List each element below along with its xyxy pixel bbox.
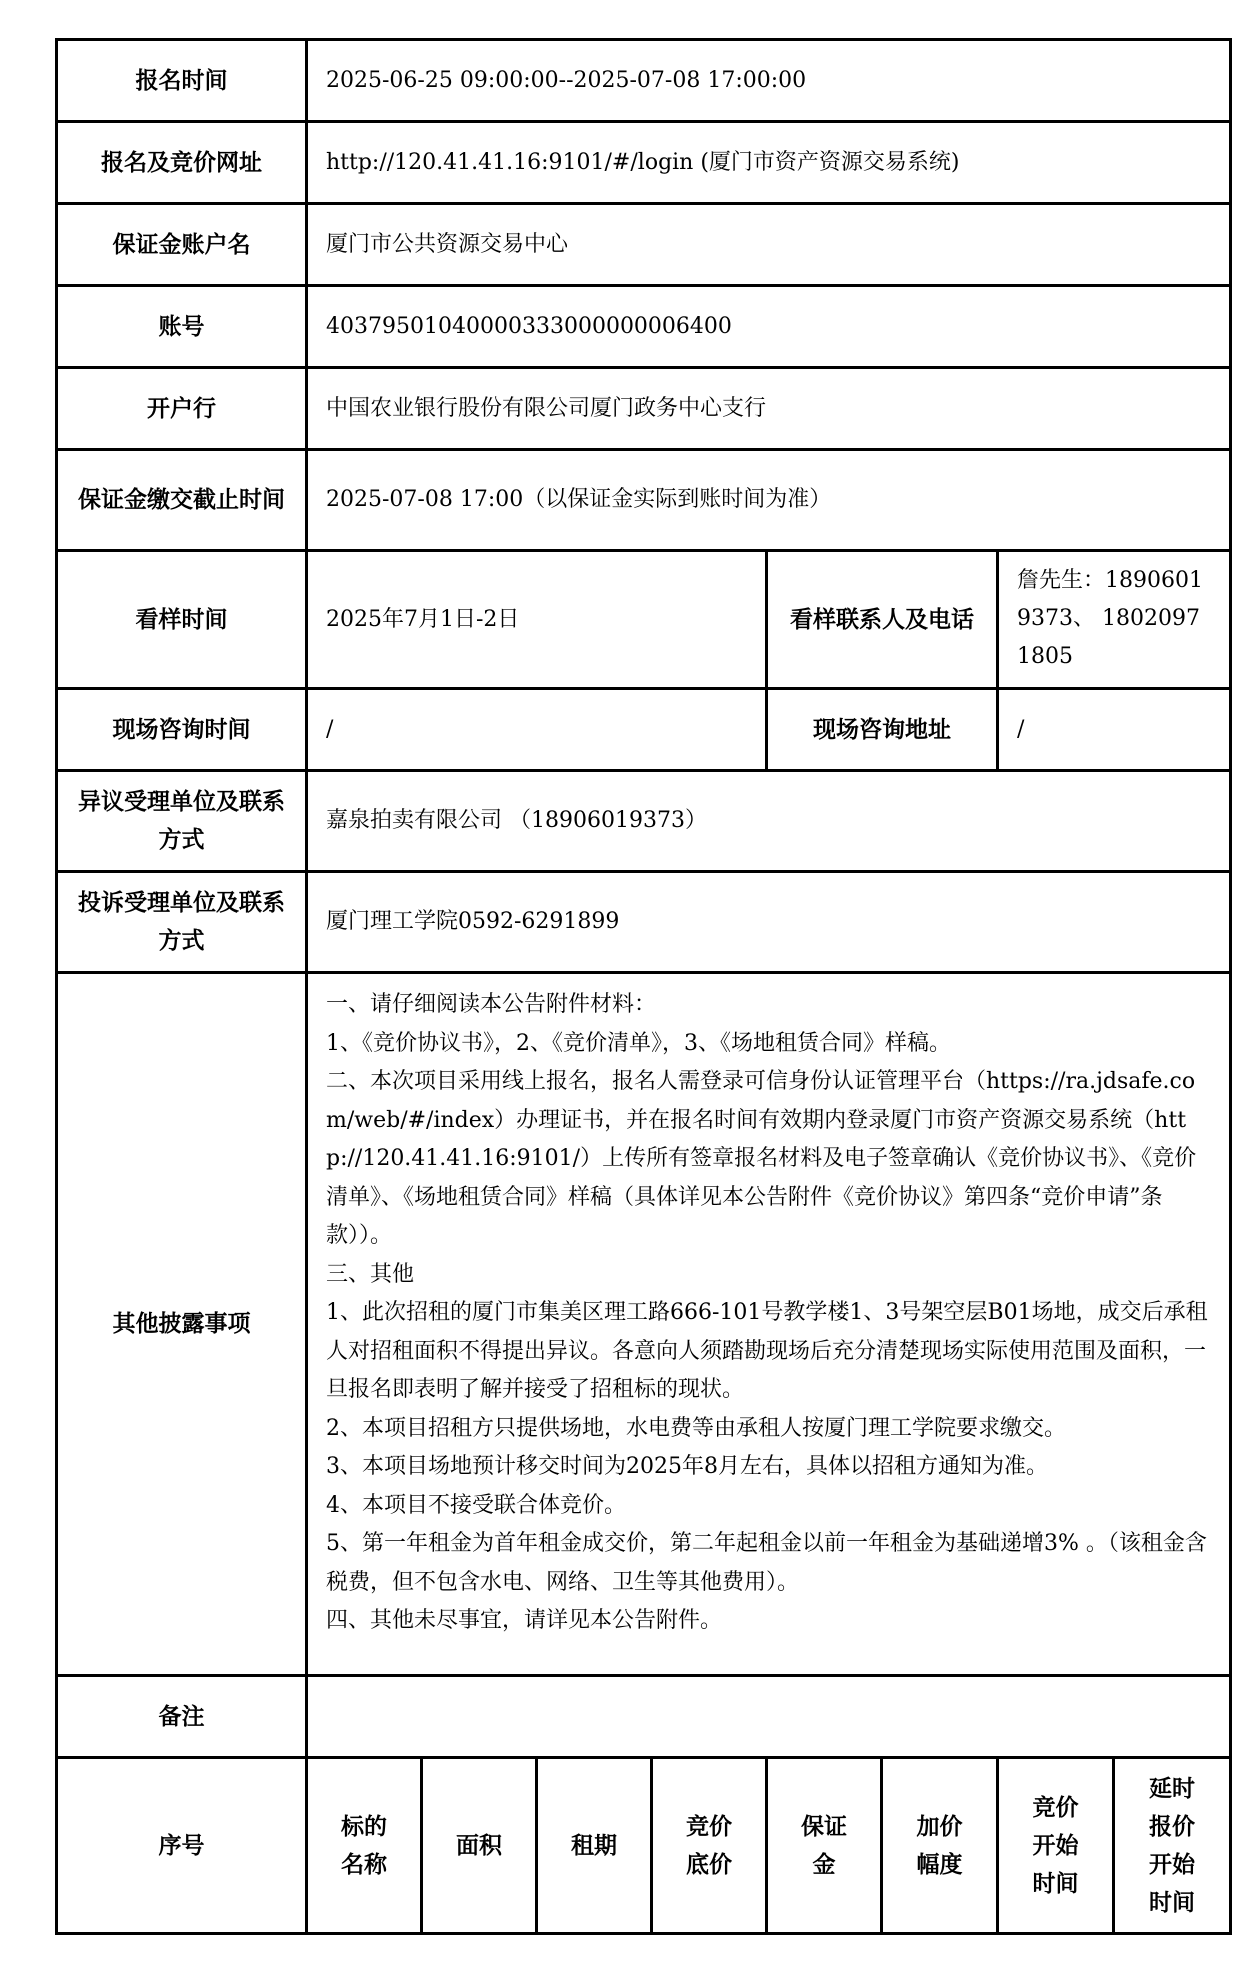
notes-line: 1、此次招租的厦门市集美区理工路666-101号教学楼1、3号架空层B01场地，成交后承租人对招租面积不得提出异议。各意向人须踏勘现场后充分清楚现场实际使用范围及面积，一旦报名即表明了解并接受了招租标的现状。 (326, 1300, 1208, 1402)
row-deposit-account-name (57, 204, 1231, 286)
viewing-time-value: 2025年7月1日-2日 (307, 551, 767, 689)
notes-line: 4、本项目不接受联合体竞价。 (326, 1492, 626, 1518)
other-disclosures-content (307, 973, 1231, 1676)
objection-label: 异议受理单位及联系方式 (57, 771, 307, 872)
deposit-account-name-label: 保证金账户名 (57, 204, 307, 286)
notes-line: 2、本项目招租方只提供场地，水电费等由承租人按厦门理工学院要求缴交。 (326, 1415, 1066, 1441)
row-deposit-deadline (57, 450, 1231, 551)
consult-address-label: 现场咨询地址 (767, 689, 998, 771)
complaint-label: 投诉受理单位及联系方式 (57, 872, 307, 973)
col-header: 加价幅度 (882, 1758, 998, 1934)
complaint-value: 厦门理工学院0592-6291899 (307, 872, 1231, 973)
signup-url-value: http://120.41.41.16:9101/#/login (厦门市资产资源交易系统) (307, 122, 1231, 204)
notes-line: 1、《竞价协议书》，2、《竞价清单》，3、《场地租赁合同》样稿。 (326, 1030, 951, 1056)
bank-label: 开户行 (57, 368, 307, 450)
signup-time-value: 2025-06-25 09:00:00--2025-07-08 17:00:00 (307, 40, 1231, 122)
col-header: 租期 (537, 1758, 652, 1934)
row-remarks (57, 1676, 1231, 1758)
row-bank (57, 368, 1231, 450)
account-no-label: 账号 (57, 286, 307, 368)
col-header: 保证金 (767, 1758, 882, 1934)
row-account-no (57, 286, 1231, 368)
notes-line: 二、本次项目采用线上报名，报名人需登录可信身份认证管理平台（https://ra.jdsafe.com/web/#/index）办理证书，并在报名时间有效期内登录厦门市资产资源交易系统（http://120.41.41.16:9101/）上传所有签章报名材料及电子签章确认《竞价协议书》、《竞价清单》、《场地租赁合同》样稿（具体详见本公告附件《竞价协议》第四条“竞价申请”条款））。 (326, 1069, 1197, 1248)
remarks-value (307, 1676, 1231, 1758)
notes-line: 三、其他 (326, 1261, 415, 1287)
deposit-deadline-value: 2025-07-08 17:00（以保证金实际到账时间为准） (307, 450, 1231, 551)
col-header: 面积 (422, 1758, 537, 1934)
remarks-label: 备注 (57, 1676, 307, 1758)
consult-time-label: 现场咨询时间 (57, 689, 307, 771)
bank-value: 中国农业银行股份有限公司厦门政务中心支行 (307, 368, 1231, 450)
row-complaint (57, 872, 1231, 973)
signup-time-label: 报名时间 (57, 40, 307, 122)
col-header: 竞价开始时间 (998, 1758, 1114, 1934)
col-header: 标的名称 (307, 1758, 422, 1934)
notes-line: 5、第一年租金为首年租金成交价，第二年起租金以前一年租金为基础递增3% 。（该租金含税费，但不包含水电、网络、卫生等其他费用）。 (326, 1531, 1207, 1595)
notes-line: 四、其他未尽事宜，请详见本公告附件。 (326, 1608, 723, 1633)
lot-table-header (57, 1758, 1231, 1934)
consult-address-value: / (998, 689, 1231, 771)
row-objection (57, 771, 1231, 872)
objection-value: 嘉泉拍卖有限公司 （18906019373） (307, 771, 1231, 872)
row-viewing (57, 551, 1231, 689)
viewing-time-label: 看样时间 (57, 551, 307, 689)
announcement-table (55, 38, 1232, 1935)
col-header: 序号 (57, 1758, 307, 1934)
row-consult (57, 689, 1231, 771)
other-disclosures-label: 其他披露事项 (57, 973, 307, 1676)
viewing-contact-label: 看样联系人及电话 (767, 551, 998, 689)
account-no-value: 40379501040000333000000006400 (307, 286, 1231, 368)
deposit-account-name-value: 厦门市公共资源交易中心 (307, 204, 1231, 286)
col-header: 竞价底价 (652, 1758, 767, 1934)
col-header: 延时报价开始时间 (1114, 1758, 1231, 1934)
row-signup-time (57, 40, 1231, 122)
viewing-contact-value: 詹先生：18906019373、 18020971805 (998, 551, 1231, 689)
notes-line: 3、本项目场地预计移交时间为2025年8月左右，具体以招租方通知为准。 (326, 1454, 1048, 1479)
row-other-disclosures (57, 973, 1231, 1676)
row-signup-url (57, 122, 1231, 204)
deposit-deadline-label: 保证金缴交截止时间 (57, 450, 307, 551)
signup-url-label: 报名及竞价网址 (57, 122, 307, 204)
consult-time-value: / (307, 689, 767, 771)
notes-line: 一、请仔细阅读本公告附件材料： (326, 992, 657, 1017)
